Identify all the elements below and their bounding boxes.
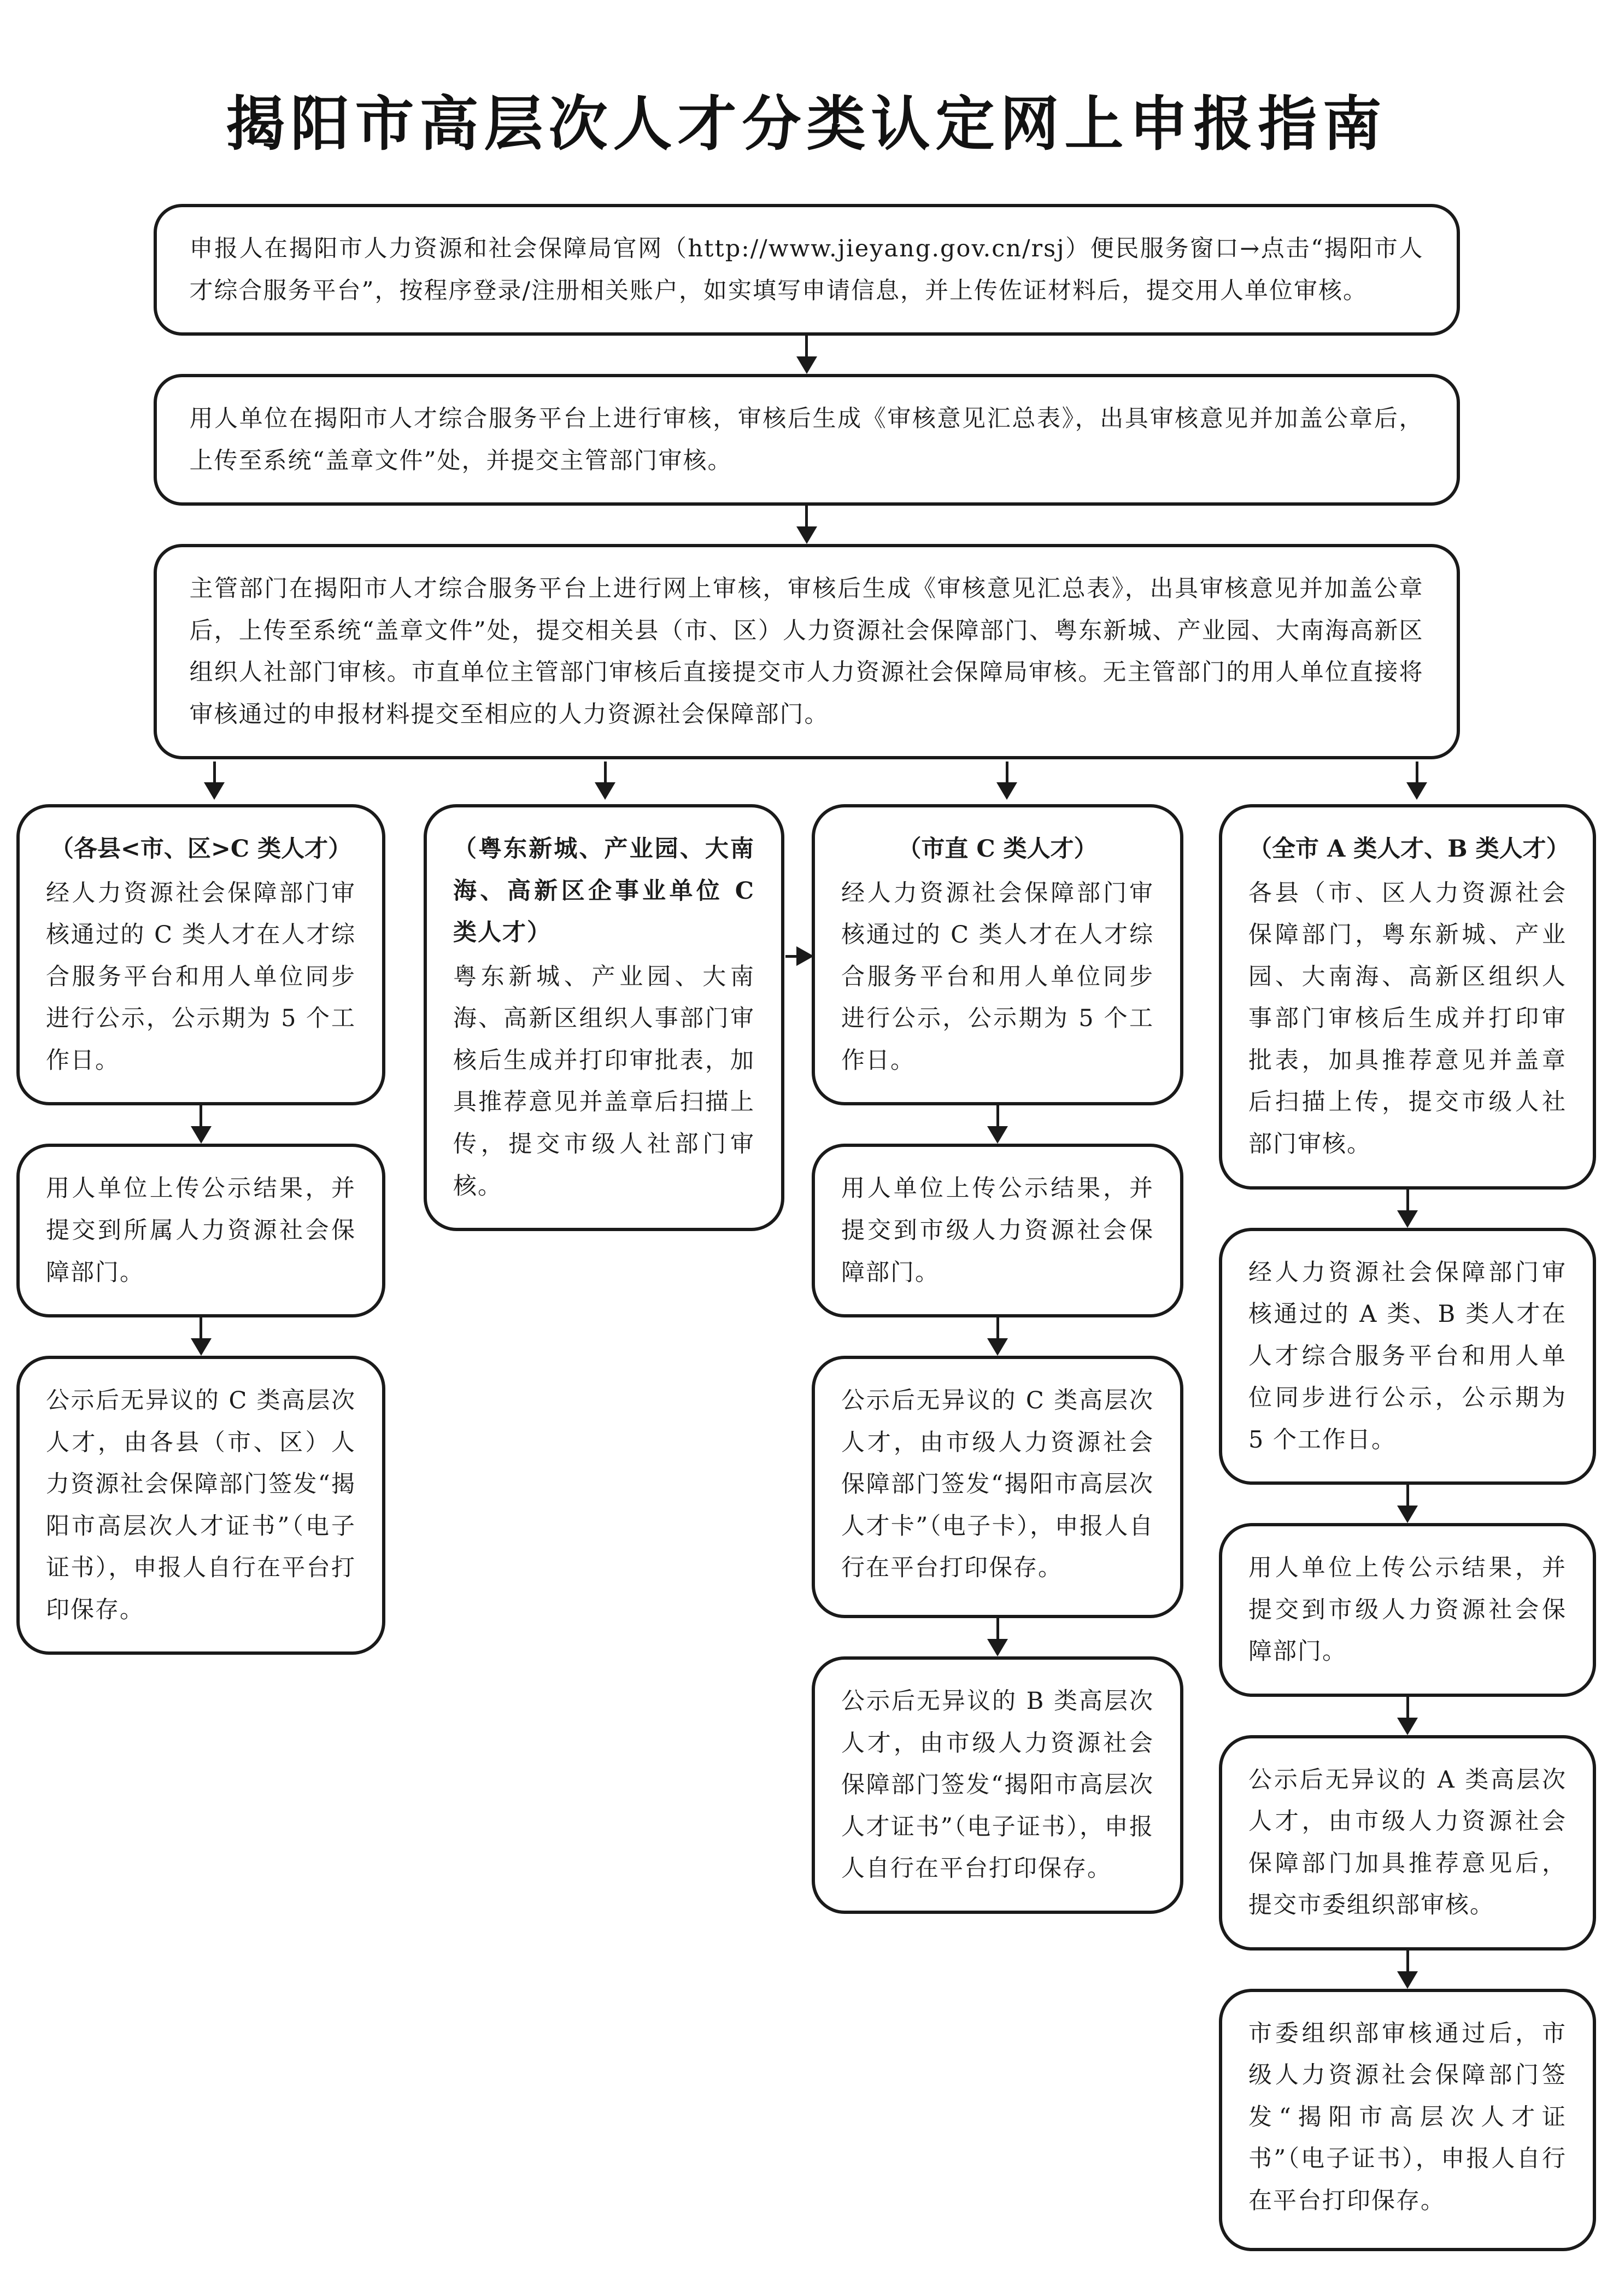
city-c-publicity-text: 经人力资源社会保障部门审核通过的 C 类人才在人才综合服务平台和用人单位同步进行公示，公示期为 5 个工作日。 bbox=[841, 879, 1154, 1074]
city-c-upload-text: 用人单位上传公示结果，并提交到市级人力资源社会保障部门。 bbox=[841, 1175, 1154, 1286]
parks-c-review-box bbox=[424, 804, 784, 1231]
arrow-down-icon bbox=[1406, 762, 1428, 800]
flow-columns bbox=[0, 804, 1613, 2251]
arrow-down-icon bbox=[987, 1105, 1008, 1144]
arrow-down-icon bbox=[796, 336, 818, 374]
step-online-application-text: 申报人在揭阳市人力资源和社会保障局官网（http://www.jieyang.gov.cn/rsj）便民服务窗口→点击“揭阳市人才综合服务平台”，按程序登录/注册相关账户，如实填写申请信息，并上传佐证材料后，提交用人单位审核。 bbox=[189, 235, 1424, 304]
ab-review-text: 各县（市、区人力资源社会保障部门，粤东新城、产业园、大南海、高新区组织人事部门审核后生成并打印审批表，加具推荐意见并盖章后扫描上传，提交市级人社部门审核。 bbox=[1248, 879, 1567, 1158]
city-b-certificate-text: 公示后无异议的 B 类高层次人才，由市级人力资源社会保障部门签发“揭阳市高层次人才证书”（电子证书），申报人自行在平台打印保存。 bbox=[841, 1688, 1154, 1883]
county-c-upload-box bbox=[16, 1144, 385, 1317]
city-c-upload-box bbox=[812, 1144, 1183, 1317]
city-b-certificate-box bbox=[812, 1656, 1183, 1914]
county-c-certificate-text: 公示后无异议的 C 类高层次人才，由各县（市、区）人力资源社会保障部门签发“揭阳市高层次人才证书”（电子证书），申报人自行在平台打印保存。 bbox=[46, 1387, 356, 1624]
county-c-publicity-text: 经人力资源社会保障部门审核通过的 C 类人才在人才综合服务平台和用人单位同步进行公示，公示期为 5 个工作日。 bbox=[46, 879, 356, 1074]
ab-upload-box bbox=[1219, 1523, 1596, 1697]
city-c-card-text: 公示后无异议的 C 类高层次人才，由市级人力资源社会保障部门签发“揭阳市高层次人才卡”（电子卡），申报人自行在平台打印保存。 bbox=[841, 1387, 1154, 1582]
step-department-review-text: 主管部门在揭阳市人才综合服务平台上进行网上审核，审核后生成《审核意见汇总表》，出具审核意见并加盖公章后，上传至系统“盖章文件”处，提交相关县（市、区）人力资源社会保障部门、粤东新城、产业园、大南海高新区组织人社部门审核。市直单位主管部门审核后直接提交市人力资源社会保障局审核。无主管部门的用人单位直接将审核通过的申报材料提交至相应的人力资源社会保障部门。 bbox=[189, 575, 1424, 728]
arrow-down-icon bbox=[1397, 1190, 1418, 1228]
ab-header: （全市 A 类人才、B 类人才） bbox=[1248, 835, 1570, 863]
a-certificate-text: 市委组织部审核通过后，市级人力资源社会保障部门签发“揭阳市高层次人才证书”（电子证书），申报人自行在平台打印保存。 bbox=[1248, 2019, 1567, 2215]
ab-review-box bbox=[1219, 804, 1596, 1189]
page-title: 揭阳市高层次人才分类认定网上申报指南 bbox=[226, 90, 1387, 159]
ab-upload-text: 用人单位上传公示结果，并提交到市级人力资源社会保障部门。 bbox=[1248, 1554, 1567, 1666]
arrow-down-icon bbox=[594, 762, 616, 800]
step-employer-review-text: 用人单位在揭阳市人才综合服务平台上进行审核，审核后生成《审核意见汇总表》，出具审核意见并加盖公章后，上传至系统“盖章文件”处，并提交主管部门审核。 bbox=[189, 405, 1424, 475]
step-online-application-box bbox=[154, 204, 1460, 336]
city-c-card-box bbox=[812, 1356, 1183, 1618]
county-c-certificate-box bbox=[16, 1356, 385, 1655]
arrow-down-icon bbox=[1397, 1697, 1418, 1735]
county-c-upload-text: 用人单位上传公示结果，并提交到所属人力资源社会保障部门。 bbox=[46, 1175, 356, 1286]
city-c-publicity-box bbox=[812, 804, 1183, 1105]
arrow-down-icon bbox=[190, 1317, 212, 1356]
arrow-down-icon bbox=[987, 1618, 1008, 1656]
ab-publicity-box bbox=[1219, 1228, 1596, 1485]
column-county-c-talent bbox=[16, 804, 385, 1655]
column-city-c-talent bbox=[812, 804, 1183, 1913]
arrow-down-icon bbox=[203, 762, 225, 800]
county-c-publicity-box bbox=[16, 804, 385, 1105]
arrow-right-icon bbox=[785, 945, 813, 967]
parks-c-header: （粤东新城、产业园、大南海、高新区企事业单位 C 类人才） bbox=[453, 835, 755, 947]
arrow-down-icon bbox=[1397, 1485, 1418, 1523]
column-parks-c-talent bbox=[424, 804, 784, 1231]
arrow-down-icon bbox=[987, 1317, 1008, 1356]
arrow-down-icon bbox=[1397, 1951, 1418, 1989]
arrow-down-icon bbox=[996, 762, 1018, 800]
arrow-down-icon bbox=[796, 506, 818, 544]
arrow-down-icon bbox=[190, 1105, 212, 1144]
parks-c-review-text: 粤东新城、产业园、大南海、高新区组织人事部门审核后生成并打印审批表，加具推荐意见并盖章后扫描上传，提交市级人社部门审核。 bbox=[453, 963, 755, 1200]
ab-publicity-text: 经人力资源社会保障部门审核通过的 A 类、B 类人才在人才综合服务平台和用人单位同步进行公示，公示期为 5 个工作日。 bbox=[1248, 1258, 1567, 1454]
city-c-header: （市直 C 类人才） bbox=[898, 835, 1098, 863]
a-recommend-box bbox=[1219, 1735, 1596, 1951]
step-department-review-box bbox=[154, 544, 1460, 759]
branch-arrows bbox=[0, 759, 1613, 804]
step-employer-review-box bbox=[154, 374, 1460, 506]
county-c-header: （各县<市、区>C 类人才） bbox=[50, 835, 352, 863]
a-recommend-text: 公示后无异议的 A 类高层次人才，由市级人力资源社会保障部门加具推荐意见后，提交市委组织部审核。 bbox=[1248, 1766, 1567, 1919]
a-certificate-box bbox=[1219, 1989, 1596, 2251]
column-ab-talent bbox=[1219, 804, 1596, 2251]
